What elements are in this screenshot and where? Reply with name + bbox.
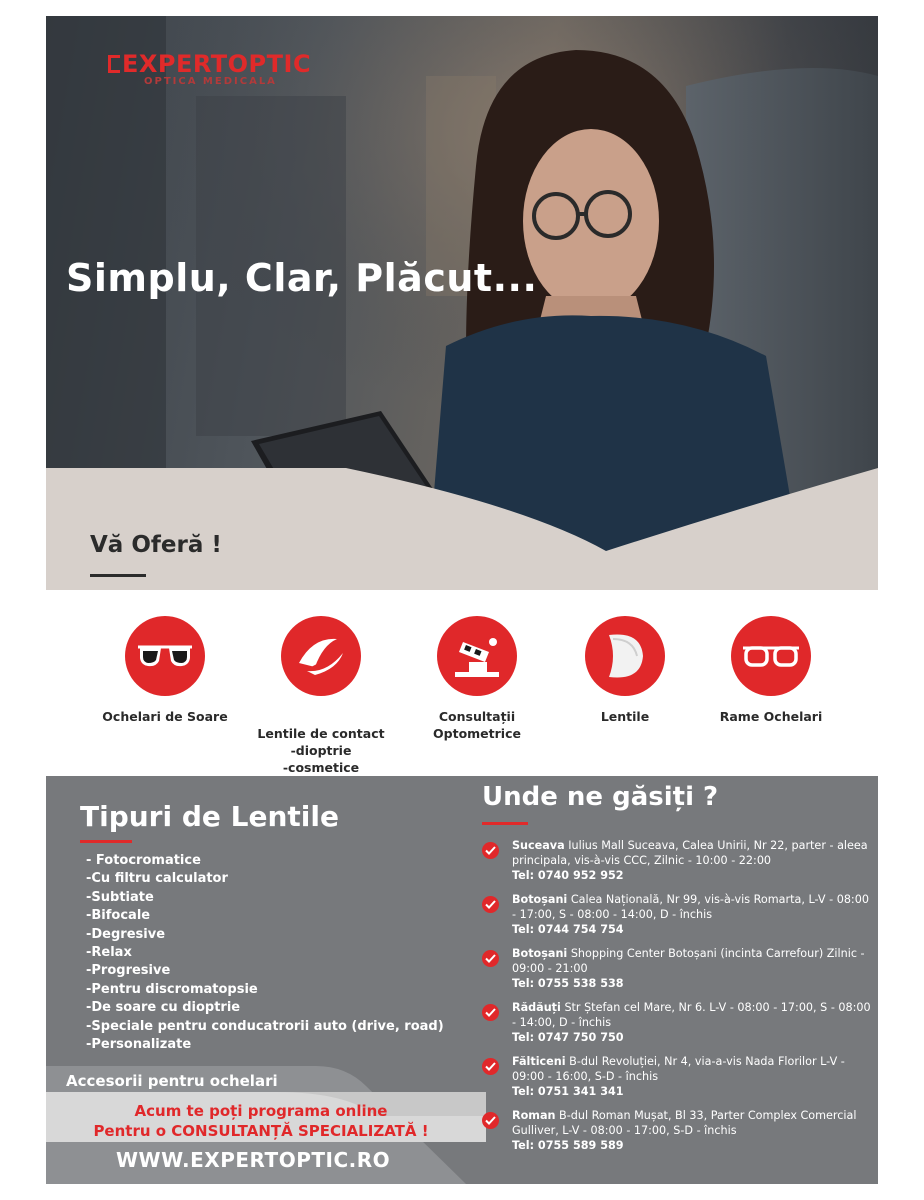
location-address: B-dul Roman Mușat, Bl 33, Parter Complex Comercial Gulliver, L-V - 08:00 - 17:00, S-D - închis <box>512 1109 857 1137</box>
list-item: -Degresive <box>86 926 166 942</box>
brand-logo <box>108 50 311 87</box>
check-icon <box>482 1112 499 1129</box>
list-item: -Relax <box>86 945 132 961</box>
list-item: - Fotocromatice <box>86 853 201 868</box>
service-label: Rame Ochelari <box>719 709 823 724</box>
service-sunglasses <box>80 616 250 725</box>
location-item <box>482 1000 872 1045</box>
location-address: Iulius Mall Suceava, Calea Unirii, Nr 22, parter - aleea principala, vis-à-vis CCC, Zilnic - 10:00 - 22:00 <box>512 839 868 867</box>
location-address: Calea Națională, Nr 99, vis-à-vis Romarta, L-V - 08:00 - 17:00, S - 08:00 - 14:00, D - închis <box>512 893 869 921</box>
promo-line-2: Pentru o CONSULTANȚĂ SPECIALIZATĂ ! <box>93 1122 429 1140</box>
location-address: Shopping Center Botoșani (incinta Carrefour) Zilnic - 09:00 - 21:00 <box>512 947 865 975</box>
location-phone[interactable]: Tel: 0751 341 341 <box>512 1085 624 1098</box>
service-label-text: Lentile de contact -dioptrie -cosmetice <box>257 726 385 775</box>
service-label <box>236 708 406 776</box>
service-frames <box>686 616 856 725</box>
list-item: -Speciale pentru conducatrorii auto (drive, road) <box>86 1018 444 1034</box>
list-item: -Personalizate <box>86 1037 192 1053</box>
check-icon <box>482 1058 499 1075</box>
service-label: Consultații Optometrice <box>433 709 521 741</box>
location-item <box>482 946 872 991</box>
service-optometry <box>392 616 562 742</box>
location-city: Roman <box>512 1109 556 1122</box>
logo-text: EXPERTOPTIC <box>122 50 312 78</box>
offer-underline <box>90 574 146 577</box>
hero-headline: Simplu, Clar, Plăcut... <box>66 256 538 300</box>
location-city: Botoșani <box>512 893 568 906</box>
services-row <box>46 590 878 776</box>
locations-underline <box>482 822 528 825</box>
lens-types-underline <box>80 840 132 843</box>
lens-types-title: Tipuri de Lentile <box>80 800 339 833</box>
logo-subtitle: OPTICA MEDICALA <box>144 76 277 87</box>
locations-title: Unde ne găsiți ? <box>482 782 719 812</box>
location-item <box>482 1108 872 1153</box>
check-icon <box>482 950 499 967</box>
location-item <box>482 838 872 883</box>
hero-photo <box>46 16 878 590</box>
service-lenses <box>540 616 710 725</box>
flyer <box>46 16 878 1184</box>
location-phone[interactable]: Tel: 0747 750 750 <box>512 1031 624 1044</box>
promo-line-1: Acum te poți programa online <box>134 1102 388 1120</box>
location-phone[interactable]: Tel: 0740 952 952 <box>512 869 624 882</box>
list-item: -Pentru discromatopsie <box>86 981 258 997</box>
accessories-text: Accesorii pentru ochelari <box>66 1072 278 1090</box>
list-item: -Progresive <box>86 963 171 979</box>
contact-lens-icon <box>281 616 361 696</box>
location-phone[interactable]: Tel: 0744 754 754 <box>512 923 624 936</box>
list-item: -Subtiate <box>86 889 154 905</box>
service-label: Lentile <box>600 709 650 724</box>
bottom-panel <box>46 776 878 1184</box>
location-city: Rădăuți <box>512 1001 561 1014</box>
location-city: Botoșani <box>512 947 568 960</box>
check-icon <box>482 842 499 859</box>
service-label: Ochelari de Soare <box>102 709 228 724</box>
lens-icon <box>585 616 665 696</box>
sunglasses-icon <box>125 616 205 696</box>
check-icon <box>482 1004 499 1021</box>
logo-bracket-icon <box>108 55 120 73</box>
location-city: Suceava <box>512 839 565 852</box>
list-item: -Cu filtru calculator <box>86 871 228 887</box>
location-city: Fălticeni <box>512 1055 566 1068</box>
location-phone[interactable]: Tel: 0755 589 589 <box>512 1139 624 1152</box>
list-item: -Bifocale <box>86 908 151 924</box>
offer-title: Vă Oferă ! <box>90 532 222 558</box>
website-link[interactable]: WWW.EXPERTOPTIC.RO <box>116 1148 391 1172</box>
service-contact-lenses <box>236 616 406 776</box>
optometry-device-icon <box>437 616 517 696</box>
location-item <box>482 1054 872 1099</box>
check-icon <box>482 896 499 913</box>
lens-types-list <box>86 852 444 1054</box>
list-item: -De soare cu dioptrie <box>86 1000 241 1016</box>
hero-section <box>46 16 878 590</box>
location-phone[interactable]: Tel: 0755 538 538 <box>512 977 624 990</box>
location-address: B-dul Revoluției, Nr 4, via-a-vis Nada Florilor L-V - 09:00 - 16:00, S-D - închis <box>512 1055 845 1083</box>
location-item <box>482 892 872 937</box>
location-address: Str Ștefan cel Mare, Nr 6. L-V - 08:00 - 17:00, S - 08:00 - 14:00, D - închis <box>512 1001 871 1029</box>
eyeglasses-frame-icon <box>731 616 811 696</box>
